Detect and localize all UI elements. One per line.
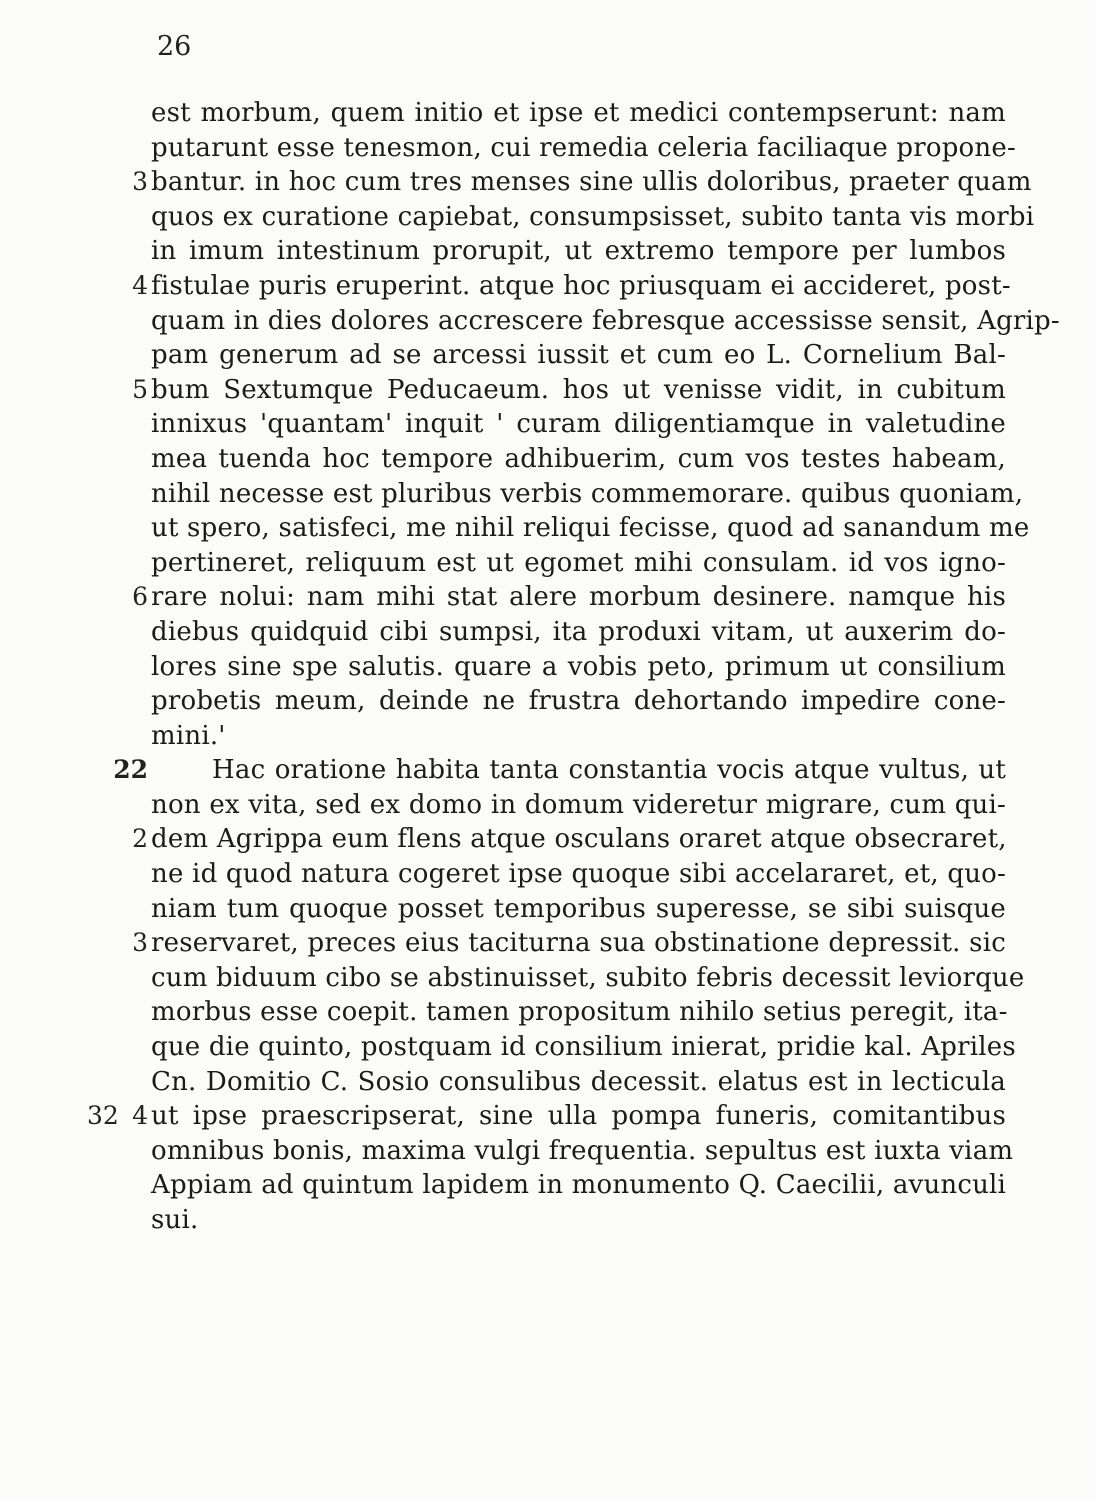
line-text: pam generum ad se arcessi iussit et cum eo L. Cornelium Bal- xyxy=(151,340,1006,371)
line-text: niam tum quoque posset temporibus superesse, se sibi suisque xyxy=(151,893,1006,924)
chapter-number: 22 xyxy=(113,755,148,785)
text-line xyxy=(0,684,1096,719)
text-line xyxy=(0,234,1096,269)
text-line xyxy=(0,1065,1096,1100)
text-line xyxy=(0,338,1096,373)
section-marker: 3 xyxy=(132,928,148,958)
text-line xyxy=(0,892,1096,927)
section-marker: 5 xyxy=(132,374,148,404)
line-text: sui. xyxy=(151,1205,199,1235)
line-text: omnibus bonis, maxima vulgi frequentia. sepultus est iuxta viam xyxy=(151,1135,1014,1166)
text-line xyxy=(0,650,1096,685)
line-text: lores sine spe salutis. quare a vobis peto, primum ut consilium xyxy=(151,651,1006,682)
text-line xyxy=(0,269,1096,304)
text-line xyxy=(0,995,1096,1030)
text-line xyxy=(0,719,1096,754)
section-marker: 6 xyxy=(132,582,148,612)
line-text: bantur. in hoc cum tres menses sine ullis doloribus, praeter quam xyxy=(151,167,1032,198)
line-text: probetis meum, deinde ne frustra dehortando impedire cone- xyxy=(151,686,1006,717)
line-text: Appiam ad quintum lapidem in monumento Q. Caecilii, avunculi xyxy=(151,1170,1007,1201)
text-line xyxy=(0,546,1096,581)
line-text: ne id quod natura cogeret ipse quoque sibi accelararet, et, quo- xyxy=(151,859,1006,890)
line-text: innixus 'quantam' inquit ' curam diligentiamque in valetudine xyxy=(151,409,1006,440)
text-line xyxy=(0,96,1096,131)
line-text: diebus quidquid cibi sumpsi, ita produxi vitam, ut auxerim do- xyxy=(151,616,1006,647)
section-marker: 4 xyxy=(132,270,148,300)
line-text: fistulae puris eruperint. atque hoc priusquam ei accideret, post- xyxy=(151,270,1011,301)
line-text: pertineret, reliquum est ut egomet mihi consulam. id vos igno- xyxy=(151,547,1006,578)
text-line xyxy=(0,1134,1096,1169)
section-marker: 3 xyxy=(132,167,148,197)
text-line xyxy=(0,753,1096,788)
line-text: est morbum, quem initio et ipse et medici contempserunt: nam xyxy=(151,98,1006,128)
line-text: non ex vita, sed ex domo in domum videretur migrare, cum qui- xyxy=(151,789,1006,820)
text-line xyxy=(0,822,1096,857)
text-line xyxy=(0,580,1096,615)
line-text: Hac oratione habita tanta constantia vocis atque vultus, ut xyxy=(212,755,1006,786)
line-text: morbus esse coepit. tamen propositum nihilo setius peregit, ita- xyxy=(151,997,1008,1028)
line-text: in imum intestinum prorupit, ut extremo tempore per lumbos xyxy=(151,236,1006,267)
text-line xyxy=(0,857,1096,892)
text-line xyxy=(0,1030,1096,1065)
text-line xyxy=(0,615,1096,650)
line-text: cum biduum cibo se abstinuisset, subito febris decessit leviorque xyxy=(151,962,1025,993)
text-line xyxy=(0,407,1096,442)
section-marker: 4 xyxy=(132,1101,148,1131)
text-line xyxy=(0,373,1096,408)
text-line xyxy=(0,442,1096,477)
line-text: rare nolui: nam mihi stat alere morbum desinere. namque his xyxy=(151,582,1006,613)
text-line xyxy=(0,200,1096,235)
line-text: quam in dies dolores accrescere febresque accessisse sensit, Agrip- xyxy=(151,305,1060,336)
section-marker: 2 xyxy=(132,824,148,854)
line-text: ut ipse praescripserat, sine ulla pompa funeris, comitantibus xyxy=(151,1101,1006,1132)
line-text: dem Agrippa eum flens atque osculans oraret atque obsecraret, xyxy=(151,824,1007,855)
line-text: mini.' xyxy=(151,720,226,751)
line-text: Cn. Domitio C. Sosio consulibus decessit. elatus est in lecticula xyxy=(151,1066,1006,1097)
line-text: ut spero, satisfeci, me nihil reliqui fecisse, quod ad sanandum me xyxy=(151,513,1030,544)
line-text: reservaret, preces eius taciturna sua obstinatione depressit. sic xyxy=(151,928,1006,959)
text-line xyxy=(0,1099,1096,1134)
line-text: bum Sextumque Peducaeum. hos ut venisse vidit, in cubitum xyxy=(151,374,1006,405)
text-line xyxy=(0,304,1096,339)
text-line xyxy=(0,926,1096,961)
text-line xyxy=(0,1168,1096,1203)
text-line xyxy=(0,165,1096,200)
text-line xyxy=(0,477,1096,512)
line-text: que die quinto, postquam id consilium inierat, pridie kal. Apriles xyxy=(151,1032,1016,1063)
text-line xyxy=(0,511,1096,546)
outer-margin-number: 32 xyxy=(87,1101,119,1131)
line-text: nihil necesse est pluribus verbis commemorare. quibus quoniam, xyxy=(151,478,1024,509)
line-text: mea tuenda hoc tempore adhibuerim, cum vos testes habeam, xyxy=(151,443,1006,474)
text-line xyxy=(0,131,1096,166)
page-number: 26 xyxy=(157,31,192,62)
line-text: putarunt esse tenesmon, cui remedia celeria faciliaque propone- xyxy=(151,132,1016,163)
text-line xyxy=(0,1203,1096,1238)
text-line xyxy=(0,961,1096,996)
latin-text-body xyxy=(0,96,1096,1238)
line-text: quos ex curatione capiebat, consumpsisset, subito tanta vis morbi xyxy=(151,201,1035,232)
text-line xyxy=(0,788,1096,823)
